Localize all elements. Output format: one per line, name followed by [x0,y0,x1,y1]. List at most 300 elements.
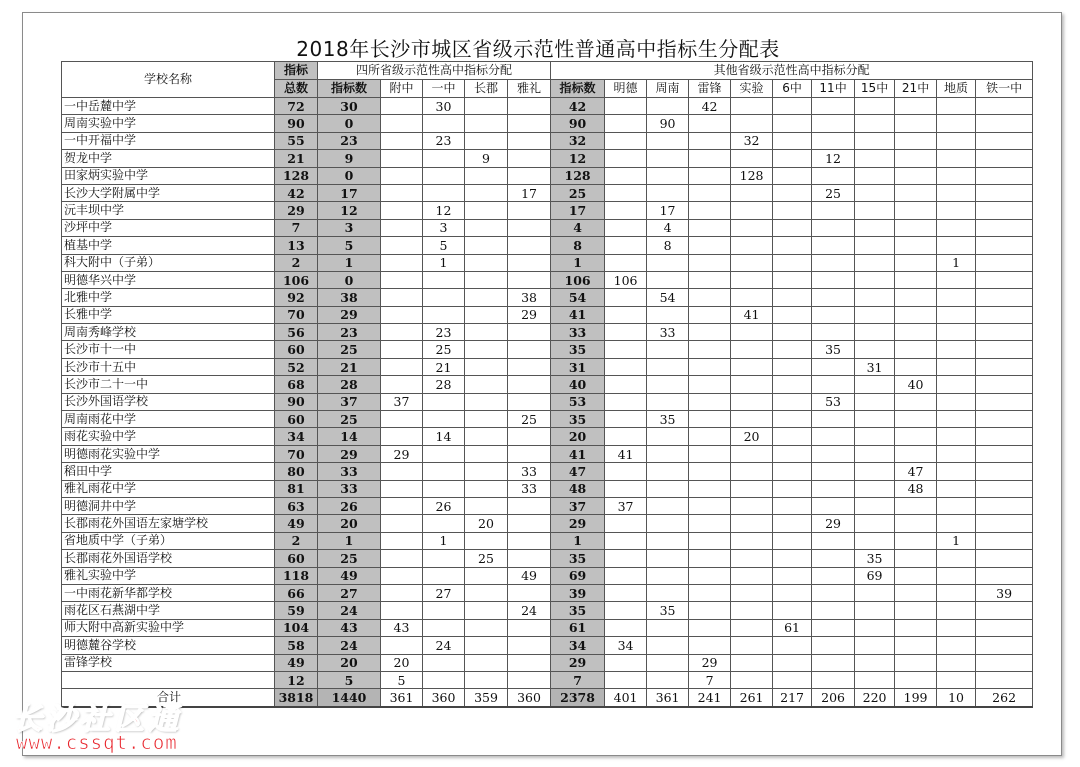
quota-cell: 13 [275,237,318,254]
quota-cell: 20 [551,428,605,445]
quota-cell [937,567,976,584]
quota-cell [647,132,689,149]
quota-cell: 12 [551,150,605,167]
quota-cell [937,619,976,636]
quota-cell [647,150,689,167]
col-header: 长郡 [465,80,508,98]
quota-cell: 61 [551,619,605,636]
quota-cell [937,393,976,410]
quota-cell [976,341,1033,358]
quota-cell [465,393,508,410]
quota-cell [937,341,976,358]
quota-cell [773,132,812,149]
quota-cell: 261 [731,689,773,707]
quota-cell [605,480,647,497]
quota-cell [647,184,689,201]
quota-cell: 262 [976,689,1033,707]
quota-cell: 49 [275,654,318,671]
quota-cell [689,289,731,306]
quota-cell [855,202,895,219]
quota-cell [605,254,647,271]
quota-cell [381,463,423,480]
quota-cell: 70 [275,306,318,323]
group1-count-header: 指标数 [318,80,381,98]
quota-cell [731,532,773,549]
quota-cell [465,341,508,358]
school-name-cell: 科大附中（子弟） [62,254,275,271]
quota-cell: 25 [318,411,381,428]
quota-cell [895,98,937,115]
quota-cell [381,567,423,584]
quota-cell [731,254,773,271]
quota-cell [976,115,1033,132]
quota-cell [855,376,895,393]
quota-cell [605,671,647,688]
total-quota-header-top: 指标 [275,62,318,80]
col-header: 11中 [812,80,855,98]
quota-cell [895,254,937,271]
quota-cell [508,132,551,149]
quota-cell [465,254,508,271]
quota-cell [812,254,855,271]
col-header: 一中 [423,80,465,98]
quota-cell: 29 [508,306,551,323]
quota-cell [731,358,773,375]
quota-cell [855,115,895,132]
quota-cell: 20 [731,428,773,445]
quota-cell [812,132,855,149]
quota-cell: 118 [275,567,318,584]
quota-cell [976,306,1033,323]
quota-cell [976,532,1033,549]
quota-cell [812,654,855,671]
quota-cell [465,98,508,115]
quota-cell [731,637,773,654]
table-row [62,602,1033,619]
watermark-url: www.cssqt.com [16,732,178,754]
quota-cell [895,532,937,549]
quota-cell [773,219,812,236]
quota-cell [895,341,937,358]
quota-cell: 3818 [275,689,318,707]
quota-cell [937,463,976,480]
quota-cell [647,98,689,115]
quota-cell: 25 [318,341,381,358]
quota-cell: 53 [551,393,605,410]
quota-cell [508,619,551,636]
quota-cell [773,637,812,654]
quota-cell [855,445,895,462]
quota-cell [812,98,855,115]
quota-cell: 9 [465,150,508,167]
quota-cell [465,324,508,341]
quota-cell: 8 [551,237,605,254]
quota-cell: 69 [855,567,895,584]
quota-cell: 33 [647,324,689,341]
quota-cell [605,341,647,358]
quota-cell [855,671,895,688]
quota-cell [465,671,508,688]
quota-cell [423,671,465,688]
quota-cell [895,654,937,671]
quota-cell [855,271,895,288]
quota-cell [937,306,976,323]
quota-cell [773,445,812,462]
quota-cell: 34 [551,637,605,654]
quota-cell: 23 [423,132,465,149]
quota-cell [937,202,976,219]
table-row [62,150,1033,167]
school-name-cell: 雷锋学校 [62,654,275,671]
quota-cell [423,115,465,132]
quota-cell: 26 [423,497,465,514]
quota-cell: 61 [773,619,812,636]
quota-cell [855,497,895,514]
quota-cell [423,271,465,288]
quota-cell [423,619,465,636]
quota-cell: 1 [551,532,605,549]
quota-cell [508,550,551,567]
quota-cell [423,567,465,584]
quota-cell [465,497,508,514]
quota-cell: 49 [275,515,318,532]
quota-cell: 90 [647,115,689,132]
table-row [62,324,1033,341]
quota-cell [465,376,508,393]
quota-cell: 43 [381,619,423,636]
quota-cell [855,584,895,601]
quota-cell [812,567,855,584]
quota-cell [508,150,551,167]
quota-cell: 92 [275,289,318,306]
quota-cell [465,219,508,236]
quota-cell: 23 [318,324,381,341]
school-name-cell: 长郡雨花外国语学校 [62,550,275,567]
table-row [62,550,1033,567]
quota-cell: 12 [318,202,381,219]
quota-cell [508,445,551,462]
quota-cell: 9 [318,150,381,167]
school-name-cell: 一中开福中学 [62,132,275,149]
school-name-header: 学校名称 [62,62,275,98]
quota-cell [773,463,812,480]
quota-cell [855,150,895,167]
quota-cell: 199 [895,689,937,707]
table-row [62,532,1033,549]
quota-cell [381,376,423,393]
quota-cell [812,289,855,306]
quota-cell: 361 [381,689,423,707]
table-row [62,584,1033,601]
quota-cell [731,671,773,688]
quota-cell: 43 [318,619,381,636]
quota-cell [812,376,855,393]
quota-cell: 2 [275,532,318,549]
quota-cell [855,654,895,671]
quota-cell [812,480,855,497]
quota-cell [976,654,1033,671]
quota-cell [976,376,1033,393]
quota-cell: 68 [275,376,318,393]
quota-cell: 52 [275,358,318,375]
quota-cell [465,602,508,619]
quota-cell [773,98,812,115]
quota-cell: 24 [508,602,551,619]
table-row [62,289,1033,306]
quota-cell [812,271,855,288]
quota-cell: 38 [508,289,551,306]
quota-cell [605,289,647,306]
quota-cell [381,480,423,497]
quota-cell: 5 [318,671,381,688]
quota-cell [689,202,731,219]
quota-cell: 35 [647,602,689,619]
quota-cell [976,637,1033,654]
quota-cell: 53 [812,393,855,410]
quota-cell: 60 [275,411,318,428]
quota-cell [689,532,731,549]
quota-cell [895,602,937,619]
quota-cell [465,237,508,254]
quota-cell: 58 [275,637,318,654]
quota-cell: 70 [275,445,318,462]
quota-cell [731,497,773,514]
quota-cell: 30 [423,98,465,115]
quota-cell: 104 [275,619,318,636]
quota-cell [937,671,976,688]
quota-cell [605,567,647,584]
quota-cell [465,584,508,601]
quota-cell: 241 [689,689,731,707]
quota-cell [895,550,937,567]
quota-cell: 32 [731,132,773,149]
quota-cell: 25 [465,550,508,567]
table-row [62,132,1033,149]
quota-cell [976,515,1033,532]
quota-cell [381,150,423,167]
school-name-cell: 明德洞井中学 [62,497,275,514]
quota-cell [895,306,937,323]
table-row [62,428,1033,445]
quota-cell: 59 [275,602,318,619]
quota-cell [381,428,423,445]
col-header: 实验 [731,80,773,98]
quota-cell: 7 [551,671,605,688]
quota-cell [895,637,937,654]
quota-cell: 1 [937,532,976,549]
quota-cell [937,237,976,254]
quota-cell [937,150,976,167]
quota-cell: 12 [812,150,855,167]
quota-cell: 4 [551,219,605,236]
quota-cell [605,237,647,254]
quota-cell: 29 [689,654,731,671]
quota-cell [465,271,508,288]
quota-cell: 80 [275,463,318,480]
quota-cell [731,480,773,497]
quota-cell [381,411,423,428]
quota-cell [976,202,1033,219]
quota-cell: 35 [551,602,605,619]
quota-cell [895,115,937,132]
quota-cell [731,619,773,636]
quota-cell [689,324,731,341]
quota-cell [773,532,812,549]
quota-cell: 220 [855,689,895,707]
quota-cell: 39 [976,584,1033,601]
quota-cell [731,237,773,254]
quota-cell [508,393,551,410]
school-name-cell: 沅丰坝中学 [62,202,275,219]
quota-cell: 1 [423,532,465,549]
quota-cell: 34 [275,428,318,445]
quota-cell [731,115,773,132]
quota-cell [773,671,812,688]
quota-cell [605,184,647,201]
quota-cell: 90 [275,393,318,410]
quota-cell [465,463,508,480]
quota-cell [812,619,855,636]
quota-cell [976,324,1033,341]
quota-cell [465,184,508,201]
table-row [62,480,1033,497]
col-header: 6中 [773,80,812,98]
quota-cell [508,376,551,393]
quota-cell [976,428,1033,445]
quota-cell [605,532,647,549]
quota-cell [647,532,689,549]
quota-cell: 0 [318,115,381,132]
quota-cell [647,271,689,288]
quota-cell: 42 [551,98,605,115]
quota-cell: 17 [318,184,381,201]
col-header: 雷锋 [689,80,731,98]
col-header: 附中 [381,80,423,98]
quota-cell [976,184,1033,201]
quota-cell [812,411,855,428]
quota-cell [689,393,731,410]
quota-cell [773,115,812,132]
quota-cell [895,619,937,636]
quota-cell [773,237,812,254]
quota-cell [855,515,895,532]
quota-cell [508,115,551,132]
quota-cell [465,654,508,671]
quota-cell [465,619,508,636]
quota-cell [812,637,855,654]
quota-cell [381,515,423,532]
quota-cell [976,167,1033,184]
quota-cell: 106 [551,271,605,288]
table-row [62,254,1033,271]
quota-cell: 24 [318,602,381,619]
quota-cell [605,98,647,115]
quota-cell [605,219,647,236]
quota-cell [773,184,812,201]
quota-cell [465,132,508,149]
table-row [62,376,1033,393]
quota-cell: 128 [731,167,773,184]
quota-cell [937,167,976,184]
quota-cell [689,271,731,288]
quota-cell [381,254,423,271]
quota-cell: 3 [423,219,465,236]
quota-cell [937,654,976,671]
quota-cell [689,445,731,462]
quota-cell [773,324,812,341]
table-title: 2018年长沙市城区省级示范性普通高中指标生分配表 [296,37,780,61]
quota-cell [855,428,895,445]
quota-cell [937,411,976,428]
quota-cell [976,411,1033,428]
quota-cell [812,602,855,619]
quota-cell [647,515,689,532]
quota-cell: 33 [551,324,605,341]
quota-cell [508,237,551,254]
quota-cell [423,306,465,323]
school-name-cell: 周南雨花中学 [62,411,275,428]
quota-cell [605,411,647,428]
quota-cell: 0 [318,271,381,288]
col-header: 周南 [647,80,689,98]
quota-cell [647,358,689,375]
quota-cell: 41 [551,445,605,462]
quota-cell: 37 [381,393,423,410]
quota-cell: 17 [551,202,605,219]
quota-cell: 20 [465,515,508,532]
quota-cell [812,671,855,688]
quota-cell [423,150,465,167]
quota-cell [773,428,812,445]
quota-cell [689,219,731,236]
table-row [62,393,1033,410]
quota-cell [895,202,937,219]
school-name-cell [62,671,275,688]
quota-cell [937,98,976,115]
quota-cell [773,202,812,219]
quota-cell [647,445,689,462]
quota-cell: 10 [937,689,976,707]
school-name-cell: 长雅中学 [62,306,275,323]
quota-cell [605,584,647,601]
quota-cell [381,602,423,619]
quota-cell [976,254,1033,271]
quota-cell: 41 [731,306,773,323]
quota-cell: 360 [508,689,551,707]
quota-cell [937,445,976,462]
quota-cell [976,567,1033,584]
quota-cell [605,463,647,480]
quota-cell [937,550,976,567]
quota-cell: 90 [551,115,605,132]
quota-cell: 35 [812,341,855,358]
quota-cell [937,358,976,375]
table-row [62,358,1033,375]
quota-cell [812,497,855,514]
quota-cell [976,602,1033,619]
school-name-cell: 雨花区石燕湖中学 [62,602,275,619]
quota-cell [773,167,812,184]
quota-cell [773,411,812,428]
quota-cell: 106 [605,271,647,288]
quota-cell [773,393,812,410]
quota-cell: 128 [551,167,605,184]
quota-cell [689,150,731,167]
quota-cell [465,567,508,584]
quota-cell [976,132,1033,149]
school-name-cell: 明德华兴中学 [62,271,275,288]
table-row [62,497,1033,514]
